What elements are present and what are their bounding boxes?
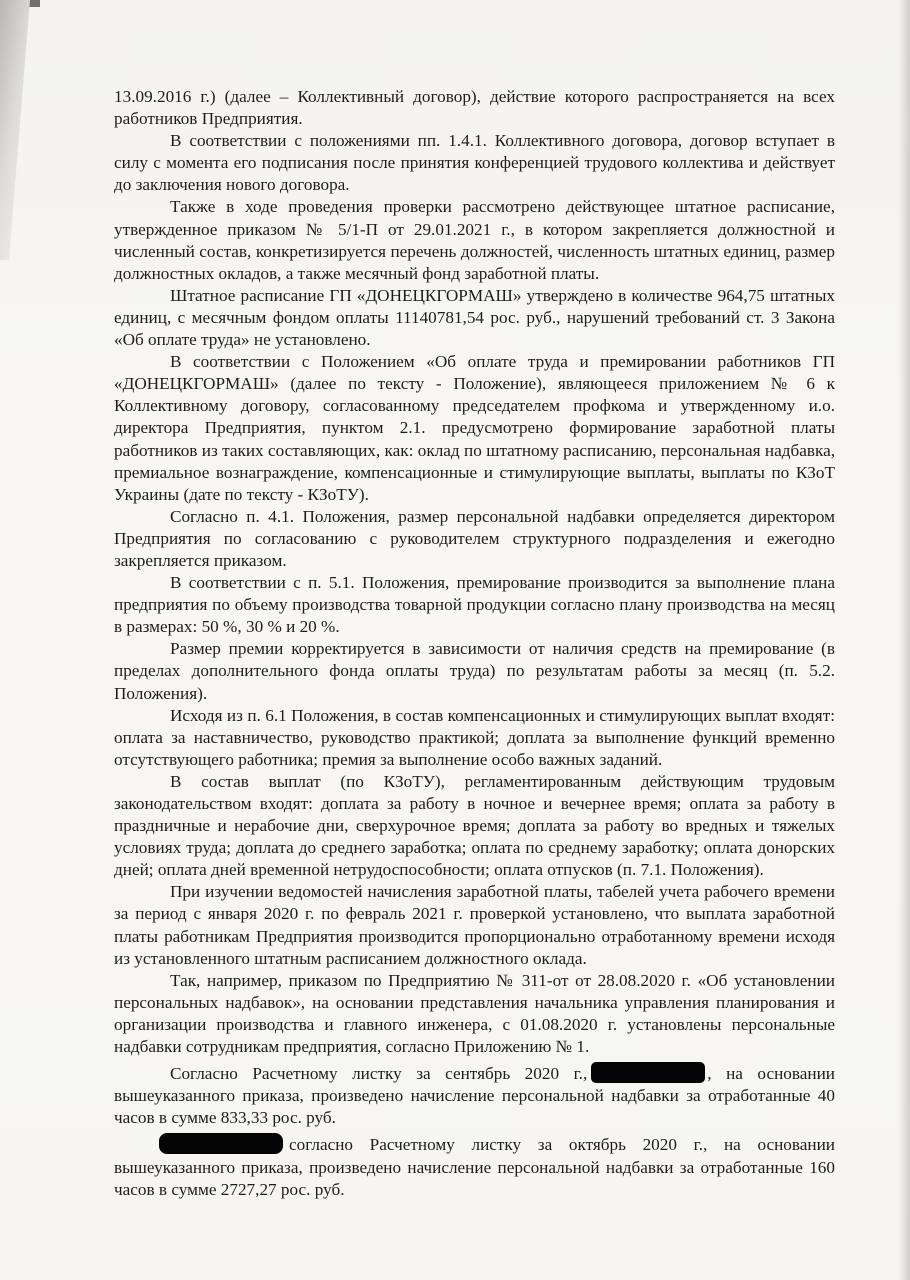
redacted-name: [591, 1062, 705, 1083]
paragraph-13-start: Согласно Расчетному листку за сентябрь 2020 г.,: [170, 1064, 588, 1084]
document-body: [114, 86, 835, 1201]
paragraph-14-end: согласно Расчетному листку за октябрь 2020 г., на основании вышеуказанного приказа, произведено начисление персональной надбавки за отработанные 160 часов в сумме 2727,27 рос. руб.: [114, 1135, 835, 1199]
paragraph-13: [114, 1062, 835, 1129]
paragraph-4: Штатное расписание ГП «ДОНЕЦКГОРМАШ» утверждено в количестве 964,75 штатных единиц, с месячным фондом оплаты 11140781,54 рос. руб., нарушений требований ст. 3 Закона «Об оплате труда» не установлено.: [114, 285, 835, 350]
paragraph-8: Размер премии корректируется в зависимости от наличия средств на премирование (в пределах дополнительного фонда оплаты труда) по результатам работы за месяц (п. 5.2. Положения).: [114, 639, 835, 703]
paragraph-7: В соответствии с п. 5.1. Положения, премирование производится за выполнение плана предприятия по объему производства товарной продукции согласно плану производства на месяц в размерах: 50 %, 30 % и 20 %.: [114, 573, 835, 637]
paragraph-13-end: , на основании вышеуказанного приказа, произведено начисление персональной надбавки за отработанные 40 часов в сумме 833,33 рос. руб.: [114, 1064, 835, 1128]
paragraph-9: Исходя из п. 6.1 Положения, в состав компенсационных и стимулирующих выплат входят: оплата за наставничество, руководство практикой; доплата за выполнение функций временно отсутствующего работника; премия за выполнение особо важных заданий.: [114, 705, 835, 769]
paragraph-12: Так, например, приказом по Предприятию № 311-от от 28.08.2020 г. «Об установлении персональных надбавок», на основании представления начальника управления планирования и организации производства и главного инженера, с 01.08.2020 г. установлены персональные надбавки сотрудникам предприятия, согласно Приложению № 1.: [114, 970, 835, 1057]
paragraph-3: Также в ходе проведения проверки рассмотрено действующее штатное расписание, утвержденное приказом № 5/1-П от 29.01.2021 г., в котором закрепляется должностной и численный состав, конкретизируется перечень должностей, численность штатных единиц, размер должностных окладов, а также месячный фонд заработной платы.: [114, 197, 835, 283]
paragraph-11: При изучении ведомостей начисления заработной платы, табелей учета рабочего времени за период с января 2020 г. по февраль 2021 г. проверкой установлено, что выплата заработной платы работникам Предприятия производится пропорционально отработанному времени исходя из установленного штатным расписанием должностного оклада.: [114, 882, 835, 968]
page-edge-shadow: [0, 0, 30, 260]
paragraph-2: В соответствии с положениями пп. 1.4.1. Коллективного договора, договор вступает в силу с момента его подписания после принятия конференцией трудового коллектива и действует до заключения нового договора.: [114, 131, 835, 195]
paragraph-14: [114, 1133, 835, 1200]
page-right-shadow: [898, 0, 910, 1280]
paragraph-1: 13.09.2016 г.) (далее – Коллективный договор), действие которого распространяется на всех работников Предприятия.: [114, 87, 835, 129]
paragraph-6: Согласно п. 4.1. Положения, размер персональной надбавки определяется директором Предприятия по согласованию с руководителем структурного подразделения и ежегодно закрепляется приказом.: [114, 506, 835, 570]
paragraph-5: В соответствии с Положением «Об оплате труда и премировании работников ГП «ДОНЕЦКГОРМАШ» (далее по тексту - Положение), являющееся приложением № 6 к Коллективному договору, согласованному председателем профкома и утвержденному и.о. директора Предприятия, пунктом 2.1. предусмотрено формирование заработной платы работников из таких составляющих, как: оклад по штатному расписанию, персональная надбавка, премиальное вознаграждение, компенсационные и стимулирующие выплаты, выплаты по КЗоТ Украины (дате по тексту - КЗоТУ).: [114, 352, 835, 504]
paragraph-10: В состав выплат (по КЗоТУ), регламентированным действующим трудовым законодательством входят: доплата за работу в ночное и вечернее время; оплата за работу в праздничные и нерабочие дни, сверхурочное время; доплата за работу во вредных и тяжелых условиях труда; доплата до среднего заработка; оплата по среднему заработку; оплата донорских дней; оплата дней временной нетрудоспособности; оплата отпусков (п. 7.1. Положения).: [114, 771, 835, 880]
redacted-name: [159, 1133, 283, 1154]
